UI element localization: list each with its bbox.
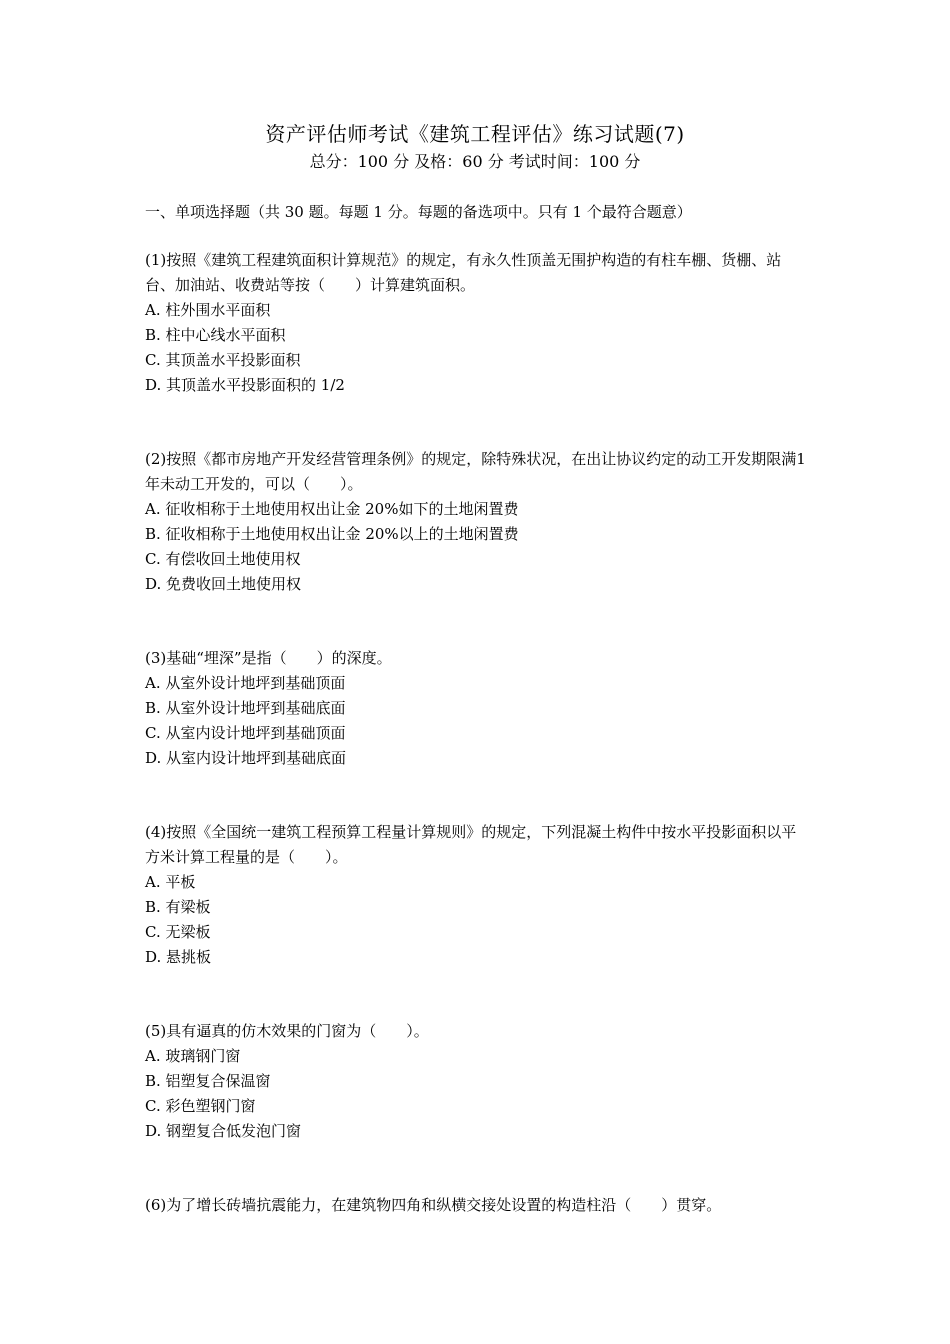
question-4: [145, 820, 810, 970]
option-c: C. 从室内设计地坪到基础顶面: [145, 724, 346, 742]
option-b: B. 从室外设计地坪到基础底面: [145, 699, 346, 717]
document-title: 资产评估师考试《建筑工程评估》练习试题(7): [265, 122, 685, 146]
option-a: A. 从室外设计地坪到基础顶面: [145, 674, 346, 692]
question-3: [145, 646, 810, 771]
option-b: B. 征收相称于土地使用权出让金 20%以上的土地闲置费: [145, 525, 519, 543]
section-heading: 一、单项选择题（共 30 题。每题 1 分。每题的备选项中。只有 1 个最符合题意）: [145, 203, 692, 221]
option-a: A. 平板: [145, 873, 196, 891]
option-c: C. 无梁板: [145, 923, 211, 941]
option-c: C. 其顶盖水平投影面积: [145, 351, 301, 369]
question-stem: (2)按照《都市房地产开发经营管理条例》的规定，除特殊状况，在出让协议约定的动工开发期限满1年未动工开发的，可以（ ）。: [145, 450, 806, 493]
question-6: [145, 1193, 810, 1218]
question-5: [145, 1019, 810, 1144]
question-2: [145, 447, 810, 597]
option-d: D. 钢塑复合低发泡门窗: [145, 1122, 302, 1140]
question-stem: (1)按照《建筑工程建筑面积计算规范》的规定，有永久性顶盖无围护构造的有柱车棚、货棚、站台、加油站、收费站等按（ ）计算建筑面积。: [145, 251, 782, 294]
question-stem: (4)按照《全国统一建筑工程预算工程量计算规则》的规定，下列混凝土构件中按水平投影面积以平方米计算工程量的是（ ）。: [145, 823, 797, 866]
question-stem: (6)为了增长砖墙抗震能力，在建筑物四角和纵横交接处设置的构造柱沿（ ）贯穿。: [145, 1196, 722, 1214]
option-b: B. 铝塑复合保温窗: [145, 1072, 271, 1090]
option-d: D. 其顶盖水平投影面积的 1/2: [145, 376, 345, 394]
option-b: B. 有梁板: [145, 898, 211, 916]
option-d: D. 悬挑板: [145, 948, 212, 966]
option-a: A. 玻璃钢门窗: [145, 1047, 241, 1065]
question-stem: (5)具有逼真的仿木效果的门窗为（ ）。: [145, 1022, 429, 1040]
option-a: A. 柱外围水平面积: [145, 301, 271, 319]
option-c: C. 彩色塑钢门窗: [145, 1097, 256, 1115]
option-d: D. 从室内设计地坪到基础底面: [145, 749, 347, 767]
option-c: C. 有偿收回土地使用权: [145, 550, 301, 568]
option-d: D. 免费收回土地使用权: [145, 575, 302, 593]
exam-info: 总分：100 分 及格：60 分 考试时间：100 分: [309, 152, 641, 171]
option-a: A. 征收相称于土地使用权出让金 20%如下的土地闲置费: [145, 500, 519, 518]
question-stem: (3)基础“埋深”是指（ ）的深度。: [145, 649, 392, 667]
option-b: B. 柱中心线水平面积: [145, 326, 286, 344]
question-1: [145, 248, 810, 398]
